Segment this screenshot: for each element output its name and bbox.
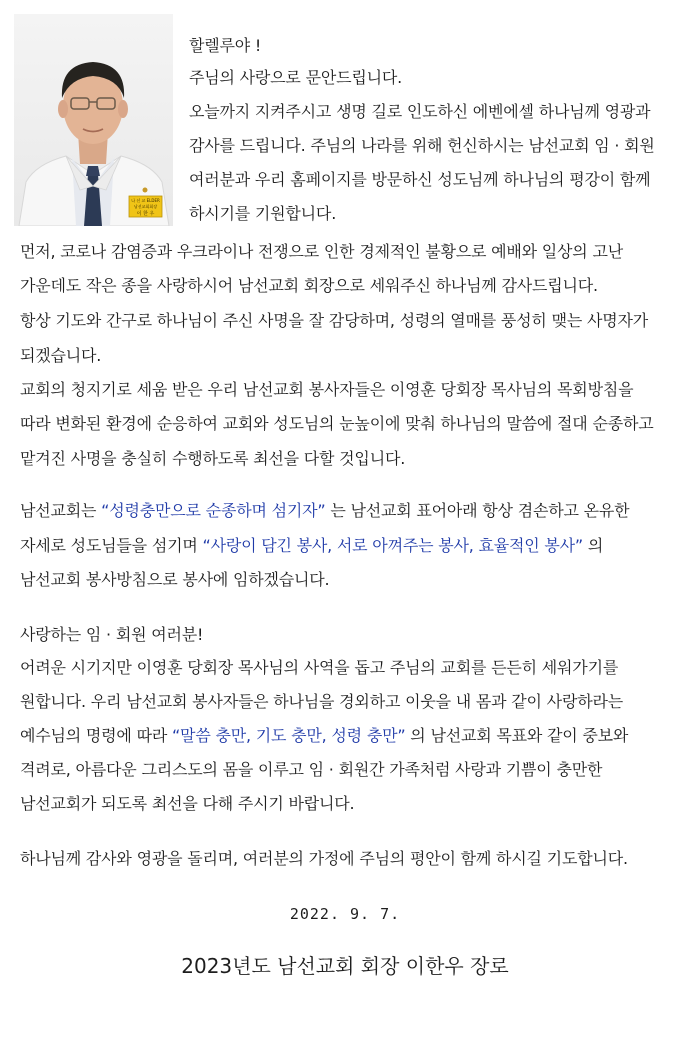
- para3-text: 예수님의 명령에 따라: [20, 726, 172, 745]
- portrait-image: [14, 14, 173, 226]
- president-portrait: [14, 14, 173, 226]
- para3-line: 원합니다. 우리 남선교회 봉사자들은 하나님을 경외하고 이웃을 내 몸과 같이 사랑하라는: [20, 692, 623, 711]
- para1-line: 먼저, 코로나 감염증과 우크라이나 전쟁으로 인한 경제적인 불황으로 예배와 일상의 고난: [20, 242, 623, 261]
- para3-text: 의 남선교회 목표와 같이 중보와: [405, 726, 629, 745]
- service-motto-quote: “사랑이 담긴 봉사, 서로 아껴주는 봉사, 효율적인 봉사”: [202, 536, 584, 555]
- closing-line: 하나님께 감사와 영광을 돌리며, 여러분의 가정에 주님의 평안이 함께 하시길 기도합니다.: [20, 849, 628, 868]
- signature-date: 2022. 9. 7.: [289, 905, 401, 923]
- intro-line: 감사를 드립니다. 주님의 나라를 위해 헌신하시는 남선교회 임 · 회원: [189, 136, 655, 155]
- para2-line: [20, 536, 603, 556]
- para3-line: 격려로, 아름다운 그리스도의 몸을 이루고 임 · 회원간 가족처럼 사랑과 기쁨이 충만한: [20, 760, 603, 779]
- lapel-pin-icon: [143, 188, 148, 193]
- badge-name: 이 한 우: [136, 211, 155, 217]
- para1-line: 항상 기도와 간구로 하나님이 주신 사명을 잘 감당하며, 성령의 열매를 풍성히 맺는 사명자가: [20, 311, 648, 330]
- para2-text: 의: [583, 536, 604, 555]
- para3-line: [20, 726, 628, 746]
- goal-quote: “말씀 충만, 기도 충만, 성령 충만”: [171, 726, 406, 745]
- para2-line: 남선교회 봉사방침으로 봉사에 임하겠습니다.: [20, 570, 330, 589]
- para3-line: 남선교회가 되도록 최선을 다해 주시기 바랍니다.: [20, 794, 355, 813]
- intro-line: 하시기를 기원합니다.: [189, 204, 337, 223]
- motto-quote: “성령충만으로 순종하며 섬기자”: [101, 501, 326, 520]
- intro-line: 주님의 사랑으로 문안드립니다.: [189, 68, 402, 87]
- para1-line: 따라 변화된 환경에 순응하여 교회와 성도님의 눈높이에 맞춰 하나님의 말씀에 절대 순종하고: [20, 414, 654, 433]
- para3-line: 사랑하는 임 · 회원 여러분!: [20, 625, 204, 644]
- para2-text: 는 남선교회 표어아래 항상 겸손하고 온유한: [325, 501, 630, 520]
- para3-line: 어려운 시기지만 이영훈 당회장 목사님의 사역을 돕고 주님의 교회를 든든히 세워가기를: [20, 658, 619, 677]
- para1-line: 되겠습니다.: [20, 346, 102, 365]
- para2-text: 자세로 성도님들을 섬기며: [20, 536, 203, 555]
- para1-line: 교회의 청지기로 세움 받은 우리 남선교회 봉사자들은 이영훈 당회장 목사님의 목회방침을: [20, 380, 634, 399]
- para1-line: 맡겨진 사명을 충실히 수행하도록 최선을 다할 것입니다.: [20, 449, 406, 468]
- intro-line: 할렐루야 !: [189, 36, 262, 55]
- signature-name: 2023년도 남선교회 회장 이한우 장로: [181, 954, 509, 978]
- badge-line2: 남선교회회장: [133, 204, 158, 209]
- para1-line: 가운데도 작은 종을 사랑하시어 남선교회 회장으로 세워주신 하나님께 감사드립니다.: [20, 276, 598, 295]
- intro-line: 오늘까지 지켜주시고 생명 길로 인도하신 에벤에셀 하나님께 영광과: [189, 102, 651, 121]
- badge-line1: 나 선 교 ELDER: [131, 198, 160, 203]
- para2-text: 남선교회는: [20, 501, 102, 520]
- para2-line: [20, 501, 629, 521]
- intro-line: 여러분과 우리 홈페이지를 방문하신 성도님께 하나님의 평강이 함께: [189, 170, 651, 189]
